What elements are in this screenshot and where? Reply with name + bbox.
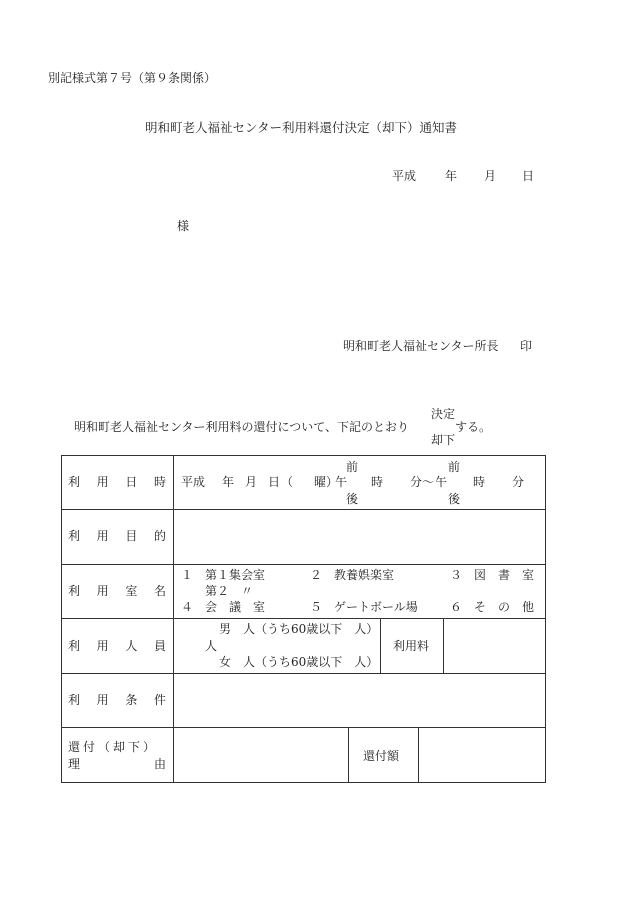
label-char: 目	[125, 529, 138, 543]
room-option-4: ４ 会 議 室	[181, 600, 266, 614]
label-char: 用	[96, 475, 109, 489]
row-label-conditions	[68, 694, 166, 706]
date-month-label: 月	[484, 169, 497, 183]
dt-year: 年	[222, 475, 235, 489]
dt-noon: 午	[335, 475, 348, 489]
room-option-1: １ 第１集会室	[181, 568, 266, 582]
date-year-label: 年	[445, 169, 458, 183]
dt-noon-2: 午	[435, 475, 448, 489]
row-label-persons	[68, 640, 166, 652]
label-char: 員	[153, 639, 166, 653]
row-label-reason-line2	[68, 758, 166, 770]
dt-weekday: 曜）	[314, 475, 339, 489]
fee-label: 利用料	[393, 639, 430, 653]
table-row-divider	[61, 727, 546, 728]
label-char: 時	[153, 475, 166, 489]
dt-minute-2: 分	[512, 475, 525, 489]
label-char: 利	[68, 693, 81, 707]
refund-column-divider	[348, 727, 349, 783]
table-border-top	[61, 455, 546, 456]
persons-female: 女 人（うち60歳以下 人）	[219, 655, 379, 669]
room-option-3: ３ 図 書 室	[450, 568, 535, 582]
label-char: 日	[125, 475, 138, 489]
dt-minute-to: 分～	[410, 475, 435, 489]
dt-day: 日	[268, 475, 281, 489]
label-char: 利	[68, 475, 81, 489]
label-char: 条	[125, 693, 138, 707]
persons-male: 男 人（うち60歳以下 人）	[219, 622, 379, 636]
label-char: 室	[125, 584, 138, 598]
dt-era: 平成	[181, 475, 206, 489]
label-char: 件	[153, 693, 166, 707]
document-title: 明和町老人福祉センター利用料還付決定（却下）通知書	[145, 120, 458, 135]
room-option-2: ２ 教養娯楽室	[310, 568, 395, 582]
label-char: 名	[153, 584, 166, 598]
table-row-divider	[61, 564, 546, 565]
dt-month: 月	[245, 475, 258, 489]
issuer-name: 明和町老人福祉センター所長	[343, 339, 499, 353]
room-option-5: ５ ゲートボール場	[310, 600, 418, 614]
fee-value-divider	[443, 618, 444, 673]
row-label-room	[68, 585, 166, 597]
dt-am-upper: 前	[346, 460, 359, 474]
table-row-divider	[61, 618, 546, 619]
label-char: 利	[68, 639, 81, 653]
dt-hour: 時	[371, 475, 384, 489]
label-char: 利	[68, 584, 81, 598]
row-label-reason-line1: 還付（却下）	[68, 740, 159, 754]
date-day-label: 日	[522, 169, 535, 183]
dt-am-upper-2: 前	[448, 460, 461, 474]
label-char: 用	[96, 693, 109, 707]
table-row-divider	[61, 673, 546, 674]
label-char: 利	[68, 529, 81, 543]
form-number: 別記様式第７号（第９条関係）	[48, 71, 217, 85]
dt-pm-lower: 後	[346, 492, 359, 506]
label-char: 的	[153, 529, 166, 543]
label-char: 用	[96, 584, 109, 598]
dt-pm-lower-2: 後	[448, 492, 461, 506]
label-char: 由	[153, 757, 166, 771]
row-label-purpose	[68, 530, 166, 542]
room-option-1-sub: 第２ 〃	[205, 584, 254, 598]
dt-hour-2: 時	[473, 475, 486, 489]
label-char: 用	[96, 639, 109, 653]
sentence-suffix: する。	[455, 420, 492, 434]
label-column-divider	[173, 455, 174, 783]
row-label-datetime	[68, 476, 166, 488]
date-era: 平成	[392, 169, 417, 183]
persons-total: 人	[205, 639, 218, 653]
label-char: 人	[125, 639, 138, 653]
option-decision: 決定	[431, 407, 456, 421]
option-rejection: 却下	[431, 433, 456, 447]
fee-column-divider	[380, 618, 381, 673]
table-row-divider	[61, 509, 546, 510]
sentence-text: 明和町老人福祉センター利用料の還付について、下記のとおり	[74, 420, 410, 434]
table-border-bottom	[61, 782, 546, 783]
addressee-suffix: 様	[177, 219, 190, 233]
refund-amount-label: 還付額	[363, 749, 400, 763]
seal-mark: 印	[520, 339, 533, 353]
refund-value-divider	[418, 727, 419, 783]
table-border-right	[545, 455, 546, 783]
room-option-6: ６ そ の 他	[450, 600, 535, 614]
table-border-left	[61, 455, 62, 783]
dt-weekday-open: （	[281, 475, 294, 489]
label-char: 用	[96, 529, 109, 543]
label-char: 理	[68, 757, 81, 771]
